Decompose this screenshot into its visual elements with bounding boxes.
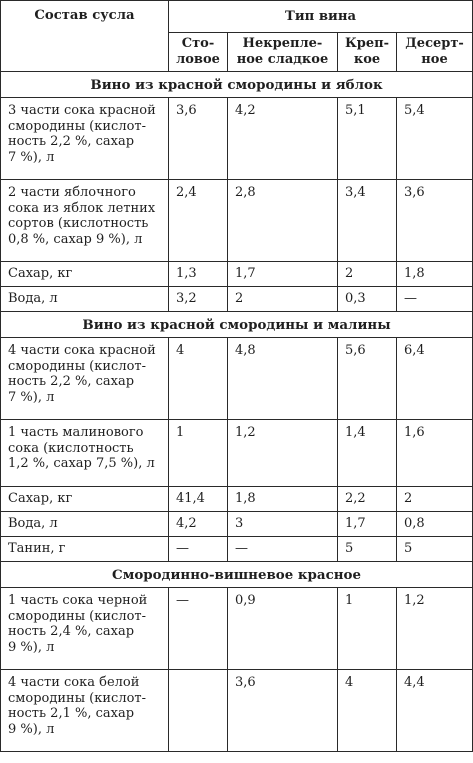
ingredient-label — [1, 287, 169, 312]
section-title: Вино из красной смородины и яблок — [1, 72, 473, 98]
table-row — [1, 537, 473, 562]
ingredient-label-line: смородины (кислот- — [8, 118, 146, 134]
value-cell: 4 — [169, 338, 228, 420]
ingredient-label — [1, 537, 169, 562]
value-cell: 1 — [338, 588, 397, 670]
value-cell: 1,2 — [228, 420, 338, 487]
value-cell: 2,4 — [169, 180, 228, 262]
value-cell: — — [169, 588, 228, 670]
ingredient-label-line: ность 2,4 %, сахар — [8, 624, 135, 640]
header-line: Сто- — [181, 36, 215, 51]
ingredient-label — [1, 670, 169, 752]
value-cell: 4,8 — [228, 338, 338, 420]
value-cell: 41,4 — [169, 487, 228, 512]
ingredient-label-line: Вода, л — [8, 516, 58, 532]
header-dessert — [397, 33, 473, 72]
ingredient-label — [1, 98, 169, 180]
ingredient-label-line: 7 %), л — [8, 389, 55, 405]
ingredient-label — [1, 588, 169, 670]
table-row — [1, 420, 473, 487]
table-body — [1, 72, 473, 752]
table-row — [1, 512, 473, 537]
value-cell: 4,2 — [228, 98, 338, 180]
ingredient-label-line: Сахар, кг — [8, 266, 73, 282]
table-row — [1, 262, 473, 287]
value-cell: 5 — [338, 537, 397, 562]
header-table-wine — [169, 33, 228, 72]
section-row — [1, 312, 473, 338]
value-cell: 5 — [397, 537, 473, 562]
value-cell: 2,2 — [338, 487, 397, 512]
section-row — [1, 562, 473, 588]
header-semi-sweet — [228, 33, 338, 72]
value-cell: 1,7 — [228, 262, 338, 287]
value-cell: 5,4 — [397, 98, 473, 180]
table-row — [1, 487, 473, 512]
value-cell: 1,2 — [397, 588, 473, 670]
ingredient-label-line: Сахар, кг — [8, 491, 73, 507]
ingredient-label-line: 4 части сока красной — [8, 343, 156, 358]
ingredient-label-line: 3 части сока красной — [8, 103, 156, 118]
ingredient-label-line: Танин, г — [8, 541, 66, 557]
ingredient-label — [1, 487, 169, 512]
section-row — [1, 72, 473, 98]
ingredient-label-line: Вода, л — [8, 291, 58, 307]
ingredient-label-line: сока (кислотность — [8, 440, 134, 456]
ingredient-label-line: сока из яблок летних — [8, 200, 156, 216]
table-row — [1, 180, 473, 262]
section-title: Вино из красной смородины и малины — [1, 312, 473, 338]
header-line: Креп- — [344, 36, 390, 51]
value-cell: 0,8 — [397, 512, 473, 537]
header-line: Некрепле- — [242, 36, 323, 51]
value-cell: 4 — [338, 670, 397, 752]
ingredient-label — [1, 338, 169, 420]
value-cell: 0,9 — [228, 588, 338, 670]
value-cell: 1 — [169, 420, 228, 487]
table-row — [1, 670, 473, 752]
value-cell: 3,6 — [228, 670, 338, 752]
value-cell: 5,6 — [338, 338, 397, 420]
value-cell: 1,6 — [397, 420, 473, 487]
ingredient-label-line: сортов (кислотность — [8, 216, 149, 232]
header-line: ловое — [176, 52, 220, 67]
header-must-composition: Состав сусла — [1, 1, 169, 72]
value-cell: 5,1 — [338, 98, 397, 180]
header-line: ное сладкое — [236, 52, 329, 67]
value-cell: 6,4 — [397, 338, 473, 420]
header-strong — [338, 33, 397, 72]
ingredient-label-line: 9 %), л — [8, 639, 55, 655]
value-cell: 3 — [228, 512, 338, 537]
value-cell: 2 — [228, 287, 338, 312]
ingredient-label-line: смородины (кислот- — [8, 608, 146, 624]
value-cell: 4,4 — [397, 670, 473, 752]
value-cell: 1,3 — [169, 262, 228, 287]
value-cell: — — [397, 287, 473, 312]
value-cell: 2 — [338, 262, 397, 287]
header-line: Десерт- — [405, 36, 464, 51]
value-cell: 3,6 — [169, 98, 228, 180]
value-cell: 1,8 — [228, 487, 338, 512]
value-cell — [169, 670, 228, 752]
value-cell: 1,4 — [338, 420, 397, 487]
value-cell: 4,2 — [169, 512, 228, 537]
header-wine-type: Тип вина — [169, 1, 473, 33]
ingredient-label-line: 4 части сока белой — [8, 675, 140, 690]
value-cell: 2,8 — [228, 180, 338, 262]
table-row — [1, 98, 473, 180]
table-row — [1, 338, 473, 420]
value-cell: 1,7 — [338, 512, 397, 537]
value-cell: 3,4 — [338, 180, 397, 262]
ingredient-label-line: ность 2,2 %, сахар — [8, 134, 135, 150]
header-line: кое — [353, 52, 381, 67]
value-cell: 2 — [397, 487, 473, 512]
value-cell: 1,8 — [397, 262, 473, 287]
value-cell: — — [169, 537, 228, 562]
ingredient-label-line: смородины (кислот- — [8, 358, 146, 374]
ingredient-label-line: ность 2,2 %, сахар — [8, 374, 135, 390]
value-cell: — — [228, 537, 338, 562]
ingredient-label-line: 1 часть сока черной — [8, 593, 148, 608]
ingredient-label — [1, 180, 169, 262]
value-cell: 3,2 — [169, 287, 228, 312]
table-row — [1, 287, 473, 312]
ingredient-label-line: 0,8 %, сахар 9 %), л — [8, 231, 143, 247]
section-title: Смородинно-вишневое красное — [1, 562, 473, 588]
table-row — [1, 588, 473, 670]
ingredient-label-line: 1 часть малинового — [8, 425, 144, 440]
value-cell: 3,6 — [397, 180, 473, 262]
header-line: ное — [421, 52, 448, 67]
ingredient-label — [1, 420, 169, 487]
ingredient-label-line: 7 %), л — [8, 149, 55, 165]
ingredient-label-line: 1,2 %, сахар 7,5 %), л — [8, 456, 155, 472]
ingredient-label-line: смородины (кислот- — [8, 690, 146, 706]
ingredient-label — [1, 262, 169, 287]
ingredient-label-line: 2 части яблочного — [8, 185, 136, 200]
value-cell: 0,3 — [338, 287, 397, 312]
ingredient-label-line: ность 2,1 %, сахар — [8, 706, 135, 722]
ingredient-label-line: 9 %), л — [8, 721, 55, 737]
ingredient-label — [1, 512, 169, 537]
